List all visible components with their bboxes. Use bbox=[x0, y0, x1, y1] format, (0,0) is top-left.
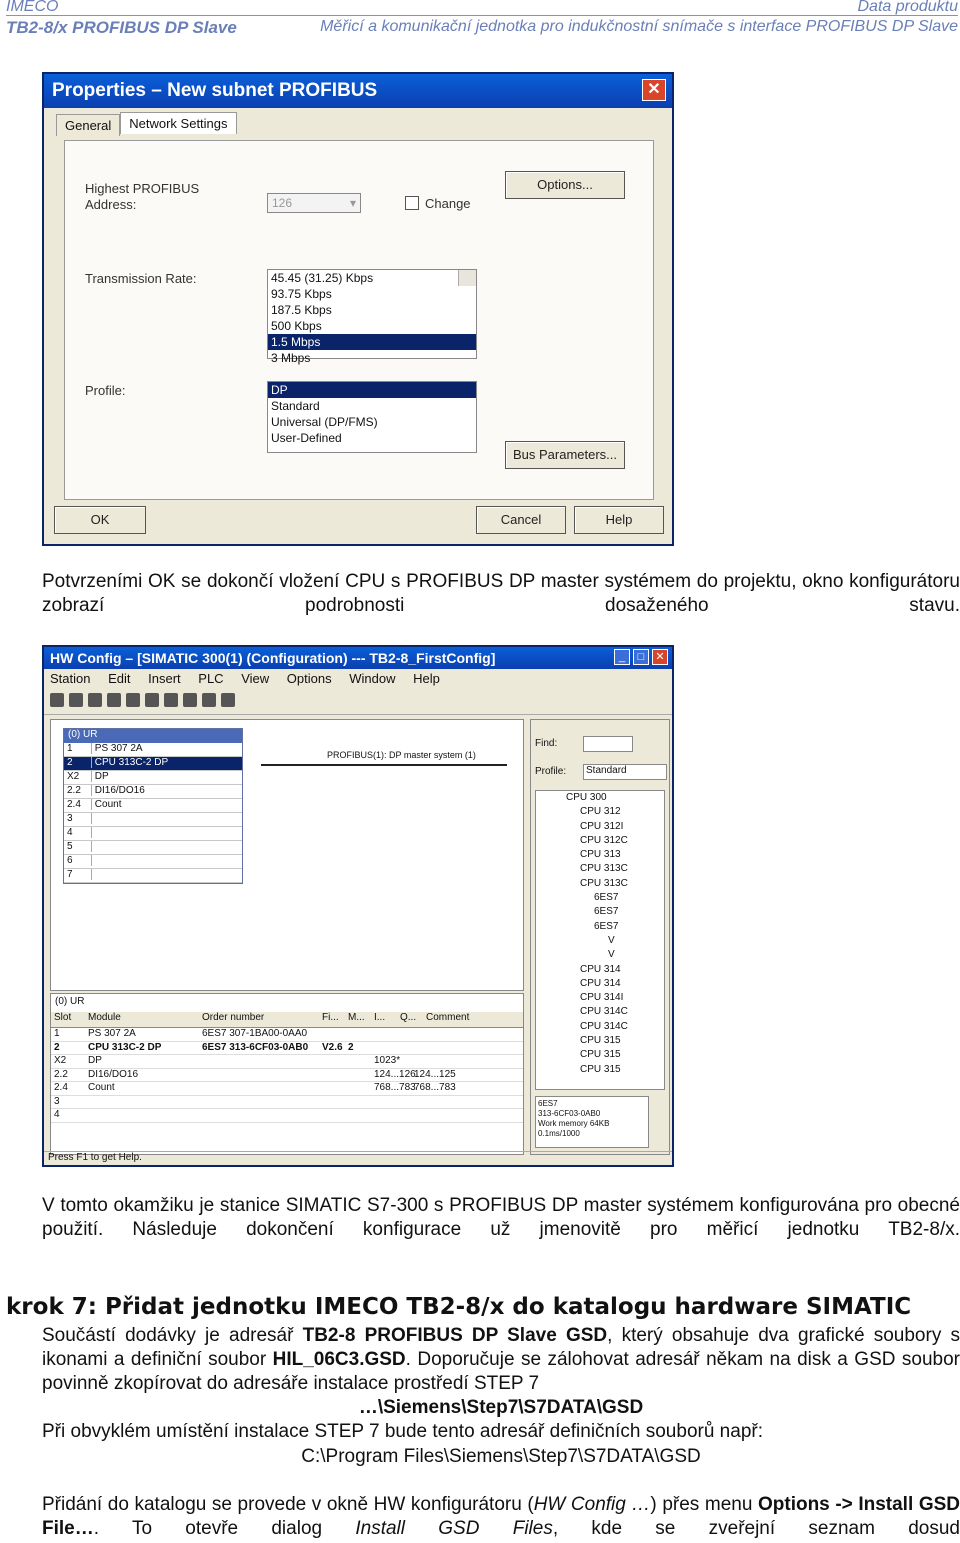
catalog-profile-select[interactable]: Standard bbox=[583, 764, 667, 780]
rack-row[interactable]: 2.4 Count bbox=[64, 799, 242, 813]
master-system-label: PROFIBUS(1): DP master system (1) bbox=[327, 750, 476, 760]
cancel-button[interactable]: Cancel bbox=[476, 506, 566, 534]
hw-config-window bbox=[42, 645, 674, 1167]
rate-option[interactable]: 93.75 Kbps bbox=[271, 287, 332, 301]
tree-node[interactable]: CPU 314I bbox=[580, 992, 624, 1004]
paragraph-location: Při obvyklém umístění instalace STEP 7 bude tento adresář definičních souborů např: bbox=[42, 1421, 763, 1442]
transmission-rate-list[interactable] bbox=[267, 269, 477, 365]
table-title: (0) UR bbox=[55, 996, 85, 1007]
rack-row[interactable]: 2.2 DI16/DO16 bbox=[64, 785, 242, 799]
maximize-icon[interactable]: □ bbox=[633, 649, 649, 665]
tree-node[interactable]: CPU 315 bbox=[580, 1035, 621, 1047]
rack-row-selected[interactable]: 2 CPU 313C-2 DP bbox=[64, 757, 242, 771]
profile-list[interactable] bbox=[267, 381, 477, 453]
rack-row[interactable]: 3 bbox=[64, 813, 242, 827]
tree-node[interactable]: CPU 313 bbox=[580, 849, 621, 861]
rack-row[interactable]: 4 bbox=[64, 827, 242, 841]
paragraph-install: Přidání do katalogu se provede v okně HW konfigurátoru (HW Config …) přes menu Options -> Install GSD File…. To otevře dialog Install GSD Files, kde se zveřejní seznam dosud bbox=[42, 1494, 960, 1539]
tree-node[interactable]: CPU 315 bbox=[580, 1049, 621, 1061]
minimize-icon[interactable]: _ bbox=[614, 649, 630, 665]
table-row[interactable]: 4 bbox=[51, 1109, 523, 1123]
print-icon[interactable] bbox=[107, 693, 121, 707]
new-icon[interactable] bbox=[50, 693, 64, 707]
tree-node[interactable]: 6ES7 bbox=[594, 906, 619, 918]
help-button[interactable]: Help bbox=[574, 506, 664, 534]
table-row[interactable]: 1 PS 307 2A 6ES7 307-1BA00-0AA0 bbox=[51, 1028, 523, 1042]
options-button[interactable]: Options... bbox=[505, 171, 625, 199]
catalog-tree[interactable] bbox=[535, 790, 665, 1090]
network-settings-panel bbox=[64, 140, 654, 500]
paragraph-confirm: Potvrzeními OK se dokončí vložení CPU s PROFIBUS DP master systémem do projektu, okno konfigurátoru zobrazí podrobnosti dosaženého stavu. bbox=[42, 571, 960, 616]
tab-general[interactable]: General bbox=[56, 114, 120, 136]
tab-network-settings[interactable]: Network Settings bbox=[120, 112, 236, 134]
profile-label: Profile: bbox=[85, 383, 126, 398]
highest-address-label: Highest PROFIBUS Address: bbox=[85, 181, 200, 212]
properties-dialog bbox=[42, 72, 674, 546]
rack-row[interactable]: X2 DP bbox=[64, 771, 242, 785]
tree-node[interactable]: V bbox=[608, 934, 615, 946]
rack-row[interactable]: 5 bbox=[64, 841, 242, 855]
close-icon[interactable]: ✕ bbox=[652, 649, 668, 665]
find-input[interactable] bbox=[583, 736, 633, 752]
status-bar: Press F1 to get Help. bbox=[44, 1151, 672, 1165]
menu-station[interactable]: Station bbox=[50, 671, 91, 686]
table-row[interactable]: 2 CPU 313C-2 DP 6ES7 313-6CF03-0AB0 V2.6 2 bbox=[51, 1042, 523, 1056]
tree-node[interactable]: CPU 314 bbox=[580, 963, 621, 975]
menu-help[interactable]: Help bbox=[413, 671, 440, 686]
tree-node[interactable]: CPU 315 bbox=[580, 1063, 621, 1075]
menu-insert[interactable]: Insert bbox=[148, 671, 181, 686]
profile-option[interactable]: Standard bbox=[271, 399, 320, 413]
hw-config-title: HW Config – [SIMATIC 300(1) (Configuration) --- TB2-8_FirstConfig] bbox=[44, 647, 672, 669]
rack-row[interactable]: 6 bbox=[64, 855, 242, 869]
product-description: Měřicí a komunikační jednotka pro indukčnostní snímače s interface PROFIBUS DP Slave bbox=[320, 18, 958, 35]
tree-node[interactable]: CPU 312C bbox=[580, 834, 628, 846]
table-row[interactable]: X2 DP 1023* bbox=[51, 1055, 523, 1069]
save-icon[interactable] bbox=[88, 693, 102, 707]
help-icon[interactable] bbox=[221, 693, 235, 707]
rate-option-selected[interactable]: 1.5 Mbps bbox=[268, 334, 476, 350]
page-header bbox=[6, 0, 958, 16]
module-table bbox=[50, 993, 524, 1155]
rate-option[interactable]: 500 Kbps bbox=[271, 319, 322, 333]
hardware-catalog bbox=[530, 719, 670, 1155]
upload-icon[interactable] bbox=[183, 693, 197, 707]
table-header-row: Slot Module Order number Fi... M... I... Q... Comment bbox=[51, 1012, 523, 1028]
tree-node[interactable]: CPU 314C bbox=[580, 1006, 628, 1018]
tree-node[interactable]: CPU 314C bbox=[580, 1020, 628, 1032]
properties-tabs bbox=[56, 114, 237, 140]
station-canvas[interactable] bbox=[50, 719, 524, 991]
close-icon[interactable]: ✕ bbox=[642, 79, 666, 101]
tree-node[interactable]: CPU 313C bbox=[580, 863, 628, 875]
rate-option[interactable]: 3 Mbps bbox=[271, 351, 311, 365]
rack-ur[interactable] bbox=[63, 728, 243, 884]
menu-bar bbox=[44, 669, 672, 689]
catalog-info: 6ES7 313-6CF03-0AB0 Work memory 64KB 0.1ms/1000 bbox=[535, 1096, 649, 1148]
page-subheader bbox=[6, 18, 958, 40]
profile-option[interactable]: User-Defined bbox=[271, 431, 342, 445]
profile-option[interactable]: Universal (DP/FMS) bbox=[271, 415, 378, 429]
catalog-icon[interactable] bbox=[202, 693, 216, 707]
menu-view[interactable]: View bbox=[241, 671, 270, 686]
profile-option-selected[interactable]: DP bbox=[268, 382, 476, 398]
transmission-rate-label: Transmission Rate: bbox=[85, 271, 197, 286]
highest-address-combo[interactable]: 126 ▾ bbox=[267, 193, 361, 213]
table-row[interactable]: 2.2 DI16/DO16 124...126124...125 bbox=[51, 1069, 523, 1083]
paragraph-simatic: V tomto okamžiku je stanice SIMATIC S7-300 s PROFIBUS DP master systémem konfigurována pro obecné použití. Následuje dokončení konfigurace už jmenovitě pro měřicí jednotku TB2-8/x. bbox=[42, 1195, 960, 1240]
company-name: IMECO bbox=[6, 0, 59, 15]
change-label: Change bbox=[425, 196, 471, 211]
bus-parameters-button[interactable]: Bus Parameters... bbox=[505, 441, 625, 469]
doc-type: Data produktu bbox=[857, 0, 958, 15]
rate-option[interactable]: 45.45 (31.25) Kbps bbox=[271, 271, 374, 285]
tree-node[interactable]: CPU 312 bbox=[580, 806, 621, 818]
change-checkbox[interactable] bbox=[405, 196, 419, 210]
tree-node[interactable]: 6ES7 bbox=[594, 892, 619, 904]
menu-plc[interactable]: PLC bbox=[198, 671, 224, 686]
find-label: Find: bbox=[535, 738, 558, 749]
menu-window[interactable]: Window bbox=[349, 671, 396, 686]
menu-edit[interactable]: Edit bbox=[108, 671, 131, 686]
tree-node[interactable]: V bbox=[608, 949, 615, 961]
table-row[interactable]: 3 bbox=[51, 1096, 523, 1110]
product-name: TB2-8/x PROFIBUS DP Slave bbox=[6, 18, 237, 37]
rate-option[interactable]: 187.5 Kbps bbox=[271, 303, 332, 317]
copy-icon[interactable] bbox=[126, 693, 140, 707]
table-row[interactable]: 2.4 Count 768...783768...783 bbox=[51, 1082, 523, 1096]
rack-title: (0) UR bbox=[64, 729, 242, 743]
paragraph-gsd: Součástí dodávky je adresář TB2-8 PROFIBUS DP Slave GSD, který obsahuje dva grafické soubory s ikonami a definiční soubor HIL_06C3.GSD. Doporučuje se zálohovat adresář někam na disk a GSD soubor povinně zkopírovat do adresáře instalace prostředí STEP 7 bbox=[42, 1325, 960, 1394]
menu-options[interactable]: Options bbox=[286, 671, 332, 686]
ok-button[interactable]: OK bbox=[54, 506, 146, 534]
tree-node[interactable]: CPU 313C bbox=[580, 877, 628, 889]
toolbar bbox=[44, 689, 672, 715]
rate-scrollbar[interactable] bbox=[458, 270, 476, 286]
catalog-profile-label: Profile: bbox=[535, 766, 567, 777]
rack-row[interactable]: 7 bbox=[64, 869, 242, 883]
dp-master-line[interactable] bbox=[261, 764, 507, 766]
tree-node[interactable]: 6ES7 bbox=[594, 920, 619, 932]
path-step7: …\Siemens\Step7\S7DATA\GSD bbox=[358, 1397, 644, 1418]
tree-node[interactable]: CPU 314 bbox=[580, 977, 621, 989]
open-icon[interactable] bbox=[69, 693, 83, 707]
section-heading: krok 7: Přidat jednotku IMECO TB2-8/x do katalogu hardware SIMATIC bbox=[6, 1294, 912, 1320]
download-icon[interactable] bbox=[164, 693, 178, 707]
path-example: C:\Program Files\Siemens\Step7\S7DATA\GSD bbox=[301, 1446, 701, 1467]
tree-node[interactable]: CPU 300 bbox=[566, 792, 607, 803]
properties-title: Properties – New subnet PROFIBUS bbox=[44, 74, 672, 108]
paste-icon[interactable] bbox=[145, 693, 159, 707]
rack-row[interactable]: 1 PS 307 2A bbox=[64, 743, 242, 757]
tree-node[interactable]: CPU 312I bbox=[580, 820, 624, 832]
